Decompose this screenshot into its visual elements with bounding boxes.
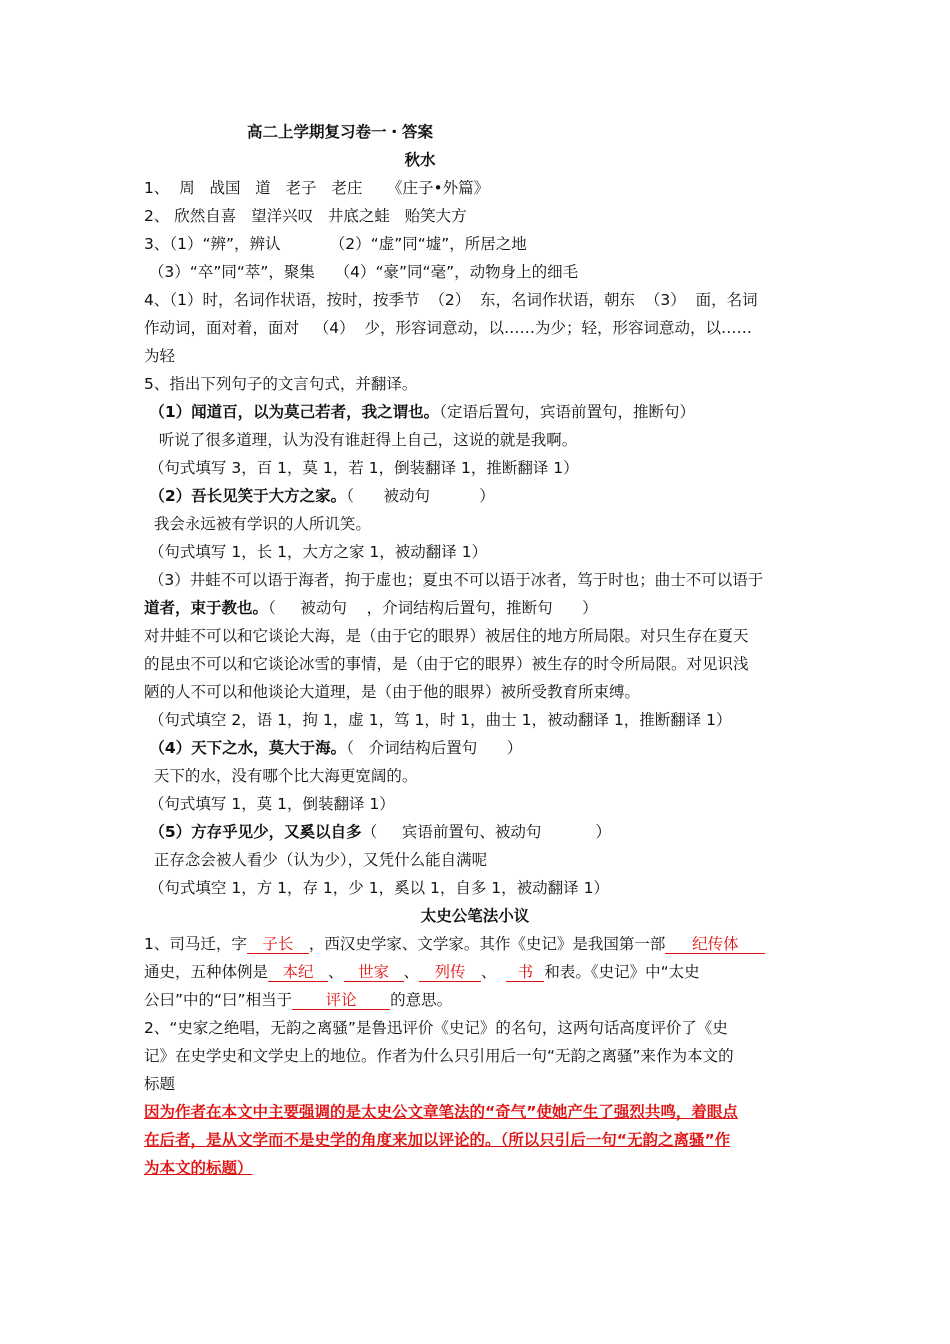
scoring-line: （句式填空 2，语 1，拘 1，虚 1，笃 1，时 1，曲士 1，被动翻译 1，推断翻译 1） (144, 711, 732, 729)
sentence-item (144, 822, 611, 842)
translation-line: 陋的人不可以和他谈论大道理，是（由于他的眼界）被所受教育所束缚。 (144, 683, 641, 701)
red-answer-line: 为本文的标题） (144, 1159, 253, 1177)
translation-line: 天下的水，没有哪个比大海更宽阔的。 (144, 767, 418, 785)
answer-blank: 世家 (344, 963, 404, 982)
answer-line: 1、 周 战国 道 老子 老庄 《庄子•外篇》 (144, 179, 490, 197)
question-line: 5、指出下列句子的文言句式，并翻译。 (144, 375, 418, 393)
fill-line: 1、司马迁，字 子长 ，西汉史学家、文学家。其作《史记》是我国第一部 纪传体 (144, 934, 765, 954)
red-answer-line: 因为作者在本文中主要强调的是太史公文章笔法的“奇气”使她产生了强烈共鸣，着眼点 (144, 1103, 738, 1121)
fill-line: 公曰”中的“曰”相当于 评论 的意思。 (144, 991, 453, 1009)
sentence-item (144, 402, 695, 422)
document-title: 高二上学期复习卷一・答案 (246, 123, 433, 141)
answer-blank: 书 (506, 963, 544, 982)
answer-blank: 纪传体 (665, 935, 765, 954)
answer-line: 3、（1）“辨”，辨认 （2）“虚”同“墟”，所居之地 (144, 235, 527, 253)
scoring-line: （句式填写 1，莫 1，倒装翻译 1） (144, 795, 395, 813)
answer-blank: 评论 (292, 991, 390, 1010)
sentence-type: （ 宾语前置句、被动句 ） (361, 823, 612, 841)
answer-line: 为轻 (144, 347, 176, 365)
sentence-item (144, 486, 495, 506)
sentence-type: （ 被动句 ） (346, 487, 495, 505)
translation-line: 对井蛙不可以和它谈论大海，是（由于它的眼界）被居住的地方所局限。对只生存在夏天 (144, 627, 749, 645)
translation-line: 正存念会被人看少（认为少），又凭什么能自满呢 (144, 851, 488, 869)
answer-blank: 列传 (419, 963, 481, 982)
section-heading-taishigong: 太史公笔法小议 (420, 907, 530, 925)
answer-blank: 本纪 (268, 963, 328, 982)
scoring-line: （句式填写 1，长 1，大方之家 1，被动翻译 1） (144, 543, 488, 561)
scoring-line: （句式填空 1，方 1，存 1，少 1，奚以 1，自多 1，被动翻译 1） (144, 879, 609, 897)
answer-line: 作动词，面对着，面对 （4） 少，形容词意动，以……为少；轻，形容词意动，以…… (144, 319, 752, 337)
sentence-type: （ 介词结构后置句 ） (346, 739, 523, 757)
answer-line: 2、 欣然自喜 望洋兴叹 井底之蛙 贻笑大方 (144, 207, 467, 225)
scoring-line: （句式填写 3，百 1，莫 1，若 1，倒装翻译 1，推断翻译 1） (144, 459, 579, 477)
translation-line: 我会永远被有学识的人所讥笑。 (144, 515, 371, 533)
sentence-text: （2）吾长见笑于大方之家。 (144, 487, 347, 505)
sentence-text: （5）方存乎见少，又奚以自多 (144, 823, 362, 841)
answer-line: 4、（1）时，名词作状语，按时，按季节 （2） 东，名词作状语，朝东 （3） 面，名词 (144, 291, 758, 309)
section-heading-qiushui: 秋水 (404, 151, 436, 169)
sentence-text: （1）闻道百，以为莫己若者，我之谓也。 (144, 403, 440, 421)
sentence-text: （4）天下之水，莫大于海。 (144, 739, 347, 757)
sentence-item (144, 598, 598, 618)
fill-line: 通史，五种体例是 本纪 、 世家 、 列传 、 书 和表。《史记》中“太史 (144, 963, 700, 981)
sentence-text: （3）井蛙不可以语于海者，拘于虚也；夏虫不可以语于冰者，笃于时也；曲士不可以语于 (144, 571, 764, 589)
answer-line: （3）“卒”同“萃”，聚集 （4）“豪”同“毫”，动物身上的细毛 (144, 263, 579, 281)
sentence-text: 道者，束于教也。 (144, 599, 269, 617)
question-line: 2、“史家之绝唱，无韵之离骚”是鲁迅评价《史记》的名句，这两句话高度评价了《史 (144, 1019, 728, 1037)
translation-line: 的昆虫不可以和它谈论冰雪的事情，是（由于它的眼界）被生存的时令所局限。对见识浅 (144, 655, 749, 673)
translation-line: 听说了很多道理，认为没有谁赶得上自己，这说的就是我啊。 (144, 431, 578, 449)
question-line: 记》在史学史和文学史上的地位。作者为什么只引用后一句“无韵之离骚”来作为本文的 (144, 1047, 734, 1065)
red-answer-line: 在后者，是从文学而不是史学的角度来加以评论的。（所以只引后一句“无韵之离骚”作 (144, 1131, 731, 1149)
sentence-item (144, 738, 522, 758)
answer-blank: 子长 (247, 935, 309, 954)
sentence-type: （定语后置句，宾语前置句，推断句） (439, 403, 695, 421)
sentence-type: （ 被动句 ，介词结构后置句，推断句 ） (268, 599, 598, 617)
question-line: 标题 (144, 1075, 176, 1093)
